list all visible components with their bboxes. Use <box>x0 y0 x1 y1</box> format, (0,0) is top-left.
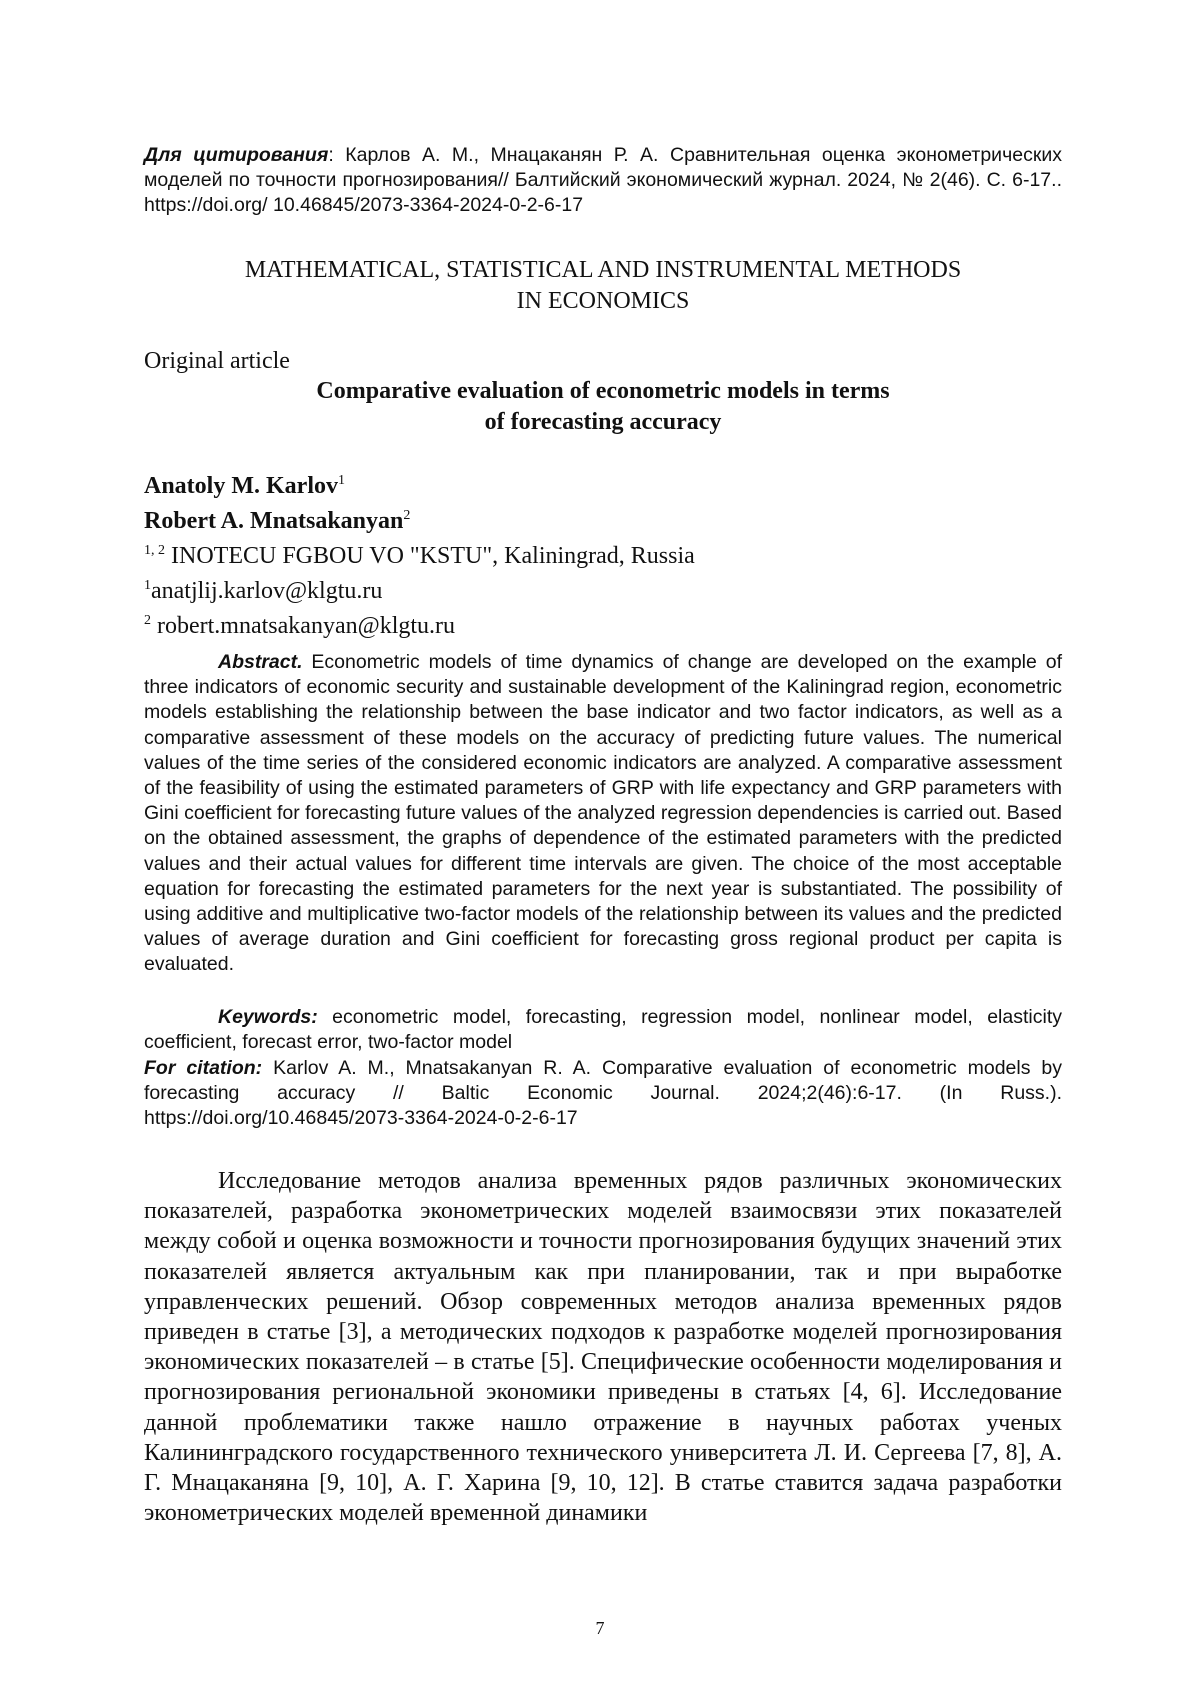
affiliation-sup: 1, 2 <box>144 543 165 558</box>
author-2-name: Robert A. Mnatsakanyan <box>144 508 404 534</box>
article-title-line1: Comparative evaluation of econometric models in terms <box>316 378 890 404</box>
email-2[interactable] <box>144 606 1062 641</box>
citation-ru-lead: Для цитирования <box>144 144 329 166</box>
citation-en-text: Karlov A. M., Mnatsakanyan R. A. Comparative evaluation of econometric models by forecasting accuracy // Baltic Economic Journal. 2024;2(46):6-17. (In Russ.). https://doi.org/10.46845/2073-3364-2024-0-2-6-17 <box>144 1057 1062 1130</box>
article-type: Original article <box>144 348 290 374</box>
author-1-sup: 1 <box>337 473 345 488</box>
keywords-text: econometric model, forecasting, regression model, nonlinear model, elasticity coefficient, forecast error, two-factor model <box>144 1006 1062 1054</box>
section-heading-line2: IN ECONOMICS <box>516 288 690 314</box>
email-1-text[interactable]: anatjlij.karlov@klgtu.ru <box>151 578 383 604</box>
author-1-name: Anatoly M. Karlov <box>144 473 338 499</box>
keywords-lead: Keywords: <box>218 1006 318 1028</box>
section-heading-line1: MATHEMATICAL, STATISTICAL AND INSTRUMENTAL METHODS <box>244 257 962 283</box>
email-1[interactable] <box>144 571 1062 606</box>
author-1 <box>144 466 1062 501</box>
page-number: 7 <box>595 1618 605 1638</box>
body-paragraph: Исследование методов анализа временных рядов различных экономических показателей, разработка эконометрических моделей взаимосвязи этих показателей между собой и оценка возможности и точности прогнозирования будущих значений этих показателей является актуальным как при планировании, так и при выработке управленческих решений. Обзор современных методов анализа временных рядов приведен в статье [3], а методических подходов к разработке моделей прогнозирования экономических показателей – в статье [5]. Специфические особенности моделирования и прогнозирования региональной экономики приведены в статьях [4, 6]. Исследование данной проблематики также нашло отражение в научных работах ученых Калининградского государственного технического университета Л. И. Сергеева [7, 8], А. Г. Мнацаканяна [9, 10], А. Г. Харина [9, 10, 12]. В статье ставится задача разработки эконометрических моделей временной динамики <box>144 1168 1062 1527</box>
affiliation-text: INOTECU FGBOU VO "KSTU", Kaliningrad, Russia <box>165 543 695 569</box>
citation-ru-text: : Карлов А. М., Мнацаканян Р. А. Сравнительная оценка эконометрических моделей по точности прогнозирования// Балтийский экономический журнал. 2024, № 2(46). С. 6-17.. https://doi.org/ 10.46845/2073-3364-2024-0-2-6-17 <box>144 144 1063 216</box>
email-2-sup: 2 <box>144 613 151 628</box>
section-heading <box>144 255 1062 317</box>
author-2 <box>144 501 1062 536</box>
citation-ru <box>144 143 1062 218</box>
abstract <box>144 650 1062 978</box>
citation-en <box>144 1056 1062 1132</box>
author-2-sup: 2 <box>403 508 411 523</box>
email-2-text[interactable]: robert.mnatsakanyan@klgtu.ru <box>151 613 456 639</box>
article-title-line2: of forecasting accuracy <box>484 409 722 435</box>
authors-block <box>144 466 1062 641</box>
email-1-sup: 1 <box>144 578 151 593</box>
article-title <box>144 376 1062 438</box>
keywords <box>144 1005 1062 1055</box>
abstract-text: Econometric models of time dynamics of change are developed on the example of three indicators of economic security and sustainable development of the Kaliningrad region, econometric models establishing the relationship between the base indicator and two factor indicators, as well as a comparative assessment of these models on the accuracy of predicting future values. The numerical values of the time series of the considered economic indicators are analyzed. A comparative assessment of the feasibility of using the estimated parameters of GRP with life expectancy and GRP parameters with Gini coefficient for forecasting future values of the analyzed regression dependencies is carried out. Based on the obtained assessment, the graphs of dependence of the estimated parameters with the predicted values and their actual values for different time intervals are given. The choice of the most acceptable equation for forecasting the estimated parameters for the next year is substantiated. The possibility of using additive and multiplicative two-factor models of the relationship between its values and the predicted values of average duration and Gini coefficient for forecasting gross regional product per capita is evaluated. <box>144 651 1062 976</box>
affiliation <box>144 536 1062 571</box>
abstract-lead: Abstract. <box>218 651 303 673</box>
citation-en-lead: For citation: <box>144 1057 263 1079</box>
